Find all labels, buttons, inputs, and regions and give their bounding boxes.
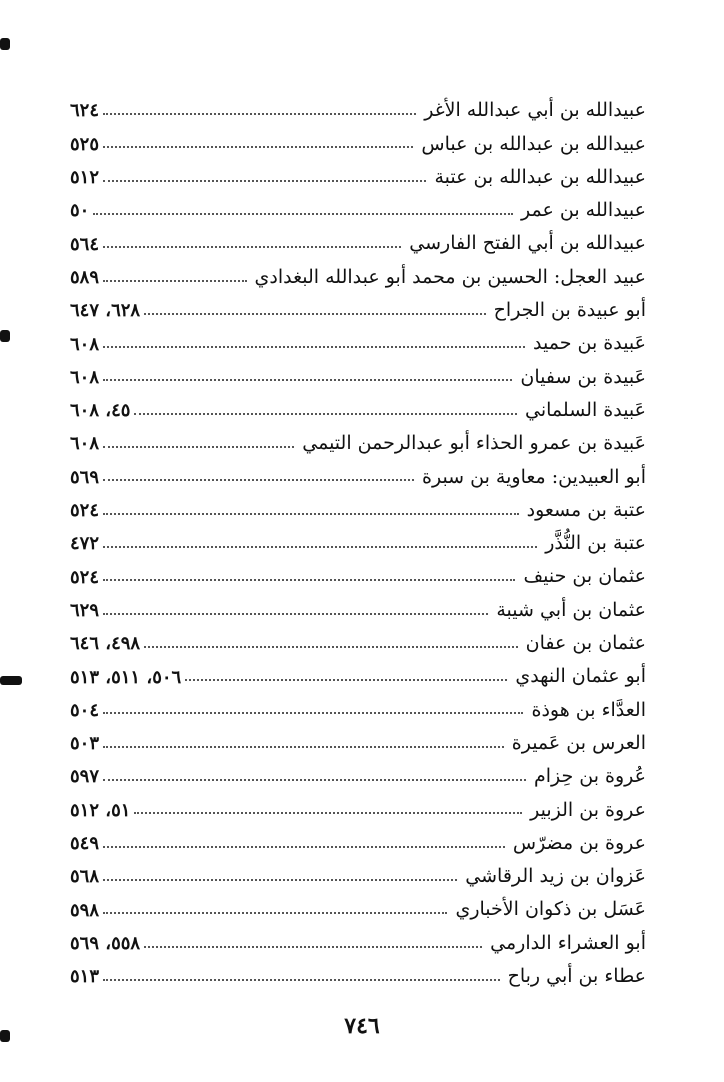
entry-name: عثمان بن حنيف: [523, 565, 646, 588]
index-entry: [70, 923, 646, 955]
dot-leader: [103, 779, 526, 781]
entry-pages: ٥١٢: [70, 167, 100, 188]
entry-pages: ٤٩٨، ٦٤٦: [70, 633, 141, 655]
dot-leader: [134, 413, 517, 415]
entry-pages: ٥٥٨، ٥٦٩: [70, 932, 141, 954]
dot-leader: [103, 113, 416, 115]
index-entry: [70, 889, 646, 921]
dot-leader: [144, 946, 482, 948]
entry-pages: ٥٢٤: [70, 500, 100, 521]
entry-name: أبو العبيدين: معاوية بن سبرة: [422, 465, 646, 488]
dot-leader: [144, 313, 486, 315]
entry-pages: ٦٢٨، ٦٤٧: [70, 300, 141, 322]
entry-name: عتبة بن مسعود: [526, 498, 646, 521]
dot-leader: [134, 812, 522, 814]
dot-leader: [185, 679, 507, 681]
entry-pages: ٥٠: [70, 200, 90, 222]
entry-name: عروة بن الزبير: [530, 798, 646, 821]
index-entry: [70, 456, 646, 488]
dot-leader: [103, 579, 515, 581]
index-entry: [70, 823, 646, 855]
index-entry: [70, 956, 646, 988]
index-entry: [70, 556, 646, 588]
entry-pages: ٥٤٩: [70, 833, 100, 854]
entry-name: أبو العشراء الدارمي: [490, 931, 646, 954]
index-entry: [70, 323, 646, 355]
index-entry: [70, 290, 646, 322]
entry-pages: ٦٠٨: [70, 366, 100, 388]
entry-name: عبيدالله بن أبي عبدالله الأغر: [424, 99, 646, 122]
entry-name: عتبة بن النُّذَّر: [545, 532, 646, 555]
entry-name: عَبيدة بن سفيان: [520, 365, 646, 388]
dot-leader: [103, 280, 246, 282]
entry-name: عطاء بن أبي رباح: [507, 965, 646, 987]
index-entry: [70, 356, 646, 388]
entry-pages: ٤٧٢: [70, 533, 100, 555]
entry-name: العدَّاء بن هوذة: [531, 698, 646, 721]
index-entry: [70, 423, 646, 455]
dot-leader: [103, 146, 413, 148]
entry-pages: ٥٩٧: [70, 766, 100, 788]
entry-pages: ٥١، ٥١٢: [70, 799, 131, 821]
dot-leader: [103, 712, 523, 714]
entry-name: عبيدالله بن عبدالله بن عباس: [421, 132, 646, 155]
entry-pages: ٥٩٨: [70, 899, 100, 921]
dot-leader: [103, 846, 505, 848]
entry-name: عثمان بن عفان: [525, 632, 646, 654]
index-entry: [70, 656, 646, 688]
dot-leader: [103, 379, 512, 381]
dot-leader: [103, 346, 525, 348]
entry-pages: ٥٦٩: [70, 466, 100, 488]
index-entry: [70, 590, 646, 622]
entry-name: عَسَل بن ذكوان الأخباري: [455, 898, 646, 921]
entry-pages: ٥٠٦، ٥١١، ٥١٣: [70, 666, 182, 688]
index-entry: [70, 689, 646, 721]
dot-leader: [103, 180, 426, 182]
index-entry: [70, 257, 646, 289]
index-entry: [70, 190, 646, 222]
entry-pages: ٥٦٨: [70, 866, 100, 888]
index-entry: [70, 623, 646, 655]
entry-name: عَبيدة السلماني: [525, 398, 646, 421]
entry-name: عَبيدة بن حميد: [533, 332, 646, 355]
dot-leader: [103, 979, 500, 981]
dot-leader: [103, 446, 294, 448]
entry-name: أبو عبيدة بن الجراح: [493, 299, 646, 321]
entry-pages: ٦٢٩: [70, 599, 100, 621]
dot-leader: [144, 646, 518, 648]
index-entry: [70, 123, 646, 155]
entry-name: عبيدالله بن عبدالله بن عتبة: [434, 165, 646, 188]
dot-leader: [103, 546, 537, 548]
entry-pages: ٦٢٤: [70, 100, 100, 122]
entry-pages: ٥٨٩: [70, 266, 100, 288]
dot-leader: [103, 746, 504, 748]
index-entry: [70, 390, 646, 422]
dot-leader: [93, 213, 513, 215]
entry-name: عبيدالله بن أبي الفتح الفارسي: [409, 232, 646, 255]
entry-pages: ٥٠٤: [70, 699, 100, 721]
entry-name: عُروة بن حِزام: [533, 765, 646, 788]
entry-name: عبيدالله بن عمر: [521, 199, 646, 222]
entry-name: عبيد العجل: الحسين بن محمد أبو عبدالله البغدادي: [254, 265, 646, 288]
index-entry: [70, 789, 646, 821]
entry-pages: ٦٠٨: [70, 333, 100, 355]
entry-name: عروة بن مضرّس: [512, 831, 646, 854]
entry-pages: ٥٢٤: [70, 566, 100, 588]
index-entry: [70, 90, 646, 122]
entry-pages: ٥١٣: [70, 966, 100, 988]
entry-pages: ٤٥، ٦٠٨: [70, 400, 131, 422]
index-entry: [70, 490, 646, 522]
index-entry: [70, 856, 646, 888]
index-entry: [70, 723, 646, 755]
dot-leader: [103, 912, 447, 914]
index-entry: [70, 756, 646, 788]
entry-name: عَبيدة بن عمرو الحذاء أبو عبدالرحمن التيمي: [302, 432, 646, 455]
entry-name: عثمان بن أبي شيبة: [496, 598, 646, 621]
dot-leader: [103, 879, 457, 881]
entry-pages: ٥٠٣: [70, 733, 100, 755]
entry-pages: ٦٠٨: [70, 433, 100, 455]
dot-leader: [103, 479, 414, 481]
entry-pages: ٥٢٥: [70, 133, 100, 155]
entry-name: العرس بن عَميرة: [511, 731, 646, 754]
page-number: ٧٤٦: [344, 1013, 380, 1039]
dot-leader: [103, 246, 401, 248]
index-entry: [70, 523, 646, 555]
entry-pages: ٥٦٤: [70, 233, 100, 255]
entry-name: أبو عثمان النهدي: [515, 665, 646, 688]
dot-leader: [103, 513, 519, 515]
entry-name: عَزوان بن زيد الرقاشي: [465, 865, 646, 888]
dot-leader: [103, 613, 488, 615]
index-entry: [70, 223, 646, 255]
index-entry: [70, 157, 646, 189]
